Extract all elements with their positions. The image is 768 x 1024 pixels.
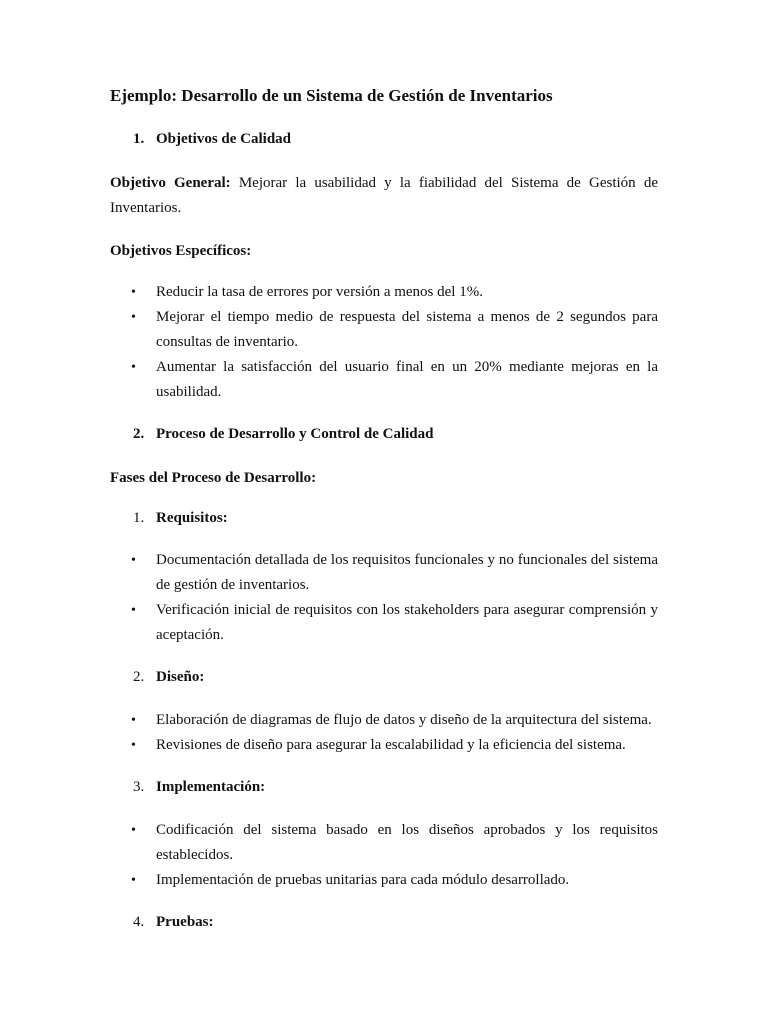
list-item-text: Aumentar la satisfacción del usuario final en un 20% mediante mejoras en la usabilidad. [156,359,658,400]
list-item [131,355,658,405]
list-item-text: Documentación detallada de los requisitos funcionales y no funcionales del sistema de gestión de inventarios. [156,552,658,593]
bullet-icon: • [131,713,136,728]
phase-number: 2. [133,669,145,685]
phase-label: Pruebas: [156,914,214,930]
list-item [131,598,658,648]
phase-heading-pruebas [133,914,214,931]
list-item-text: Revisiones de diseño para asegurar la escalabilidad y la eficiencia del sistema. [156,737,626,753]
phases-heading: Fases del Proceso de Desarrollo: [110,470,317,486]
section-number: 1. [133,131,145,147]
section-title: Objetivos de Calidad [156,131,292,147]
page-title: Ejemplo: Desarrollo de un Sistema de Gestión de Inventarios [110,86,553,105]
list-item [131,708,658,733]
bullet-icon: • [131,553,136,568]
section-title: Proceso de Desarrollo y Control de Calidad [156,426,434,442]
phase-label: Implementación: [156,779,266,795]
bullet-icon: • [131,738,136,753]
list-item [131,280,658,305]
phase-number: 1. [133,510,145,526]
list-item-text: Mejorar el tiempo medio de respuesta del sistema a menos de 2 segundos para consultas de inventario. [156,309,658,350]
general-objective-label: Objetivo General: [110,175,231,191]
bullet-icon: • [131,360,136,375]
phase-heading-diseno [133,669,204,686]
phase-heading-implementacion [133,779,265,796]
list-item [131,818,658,868]
list-item [131,733,658,758]
general-objective-text: Mejorar la usabilidad y la fiabilidad del Sistema de Gestión de Inventarios. [110,175,658,216]
list-item-text: Implementación de pruebas unitarias para cada módulo desarrollado. [156,872,570,888]
general-objective-paragraph [110,171,658,221]
phase-label: Requisitos: [156,510,228,526]
bullet-icon: • [131,823,136,838]
phase-label: Diseño: [156,669,205,685]
section-heading-proceso [133,426,434,443]
list-item-text: Reducir la tasa de errores por versión a menos del 1%. [156,284,483,300]
list-item [131,868,658,893]
list-item [131,548,658,598]
bullet-icon: • [131,603,136,618]
specific-objectives-heading: Objetivos Específicos: [110,243,252,259]
section-number: 2. [133,426,145,442]
bullet-icon: • [131,310,136,325]
bullet-icon: • [131,873,136,888]
phase-number: 4. [133,914,145,930]
bullet-icon: • [131,285,136,300]
phase-number: 3. [133,779,145,795]
section-heading-objetivos [133,131,291,148]
list-item-text: Elaboración de diagramas de flujo de datos y diseño de la arquitectura del sistema. [156,712,652,728]
list-item-text: Codificación del sistema basado en los diseños aprobados y los requisitos establecidos. [156,822,658,863]
list-item [131,305,658,355]
list-item-text: Verificación inicial de requisitos con los stakeholders para asegurar comprensión y aceptación. [156,602,658,643]
phase-heading-requisitos [133,510,228,527]
